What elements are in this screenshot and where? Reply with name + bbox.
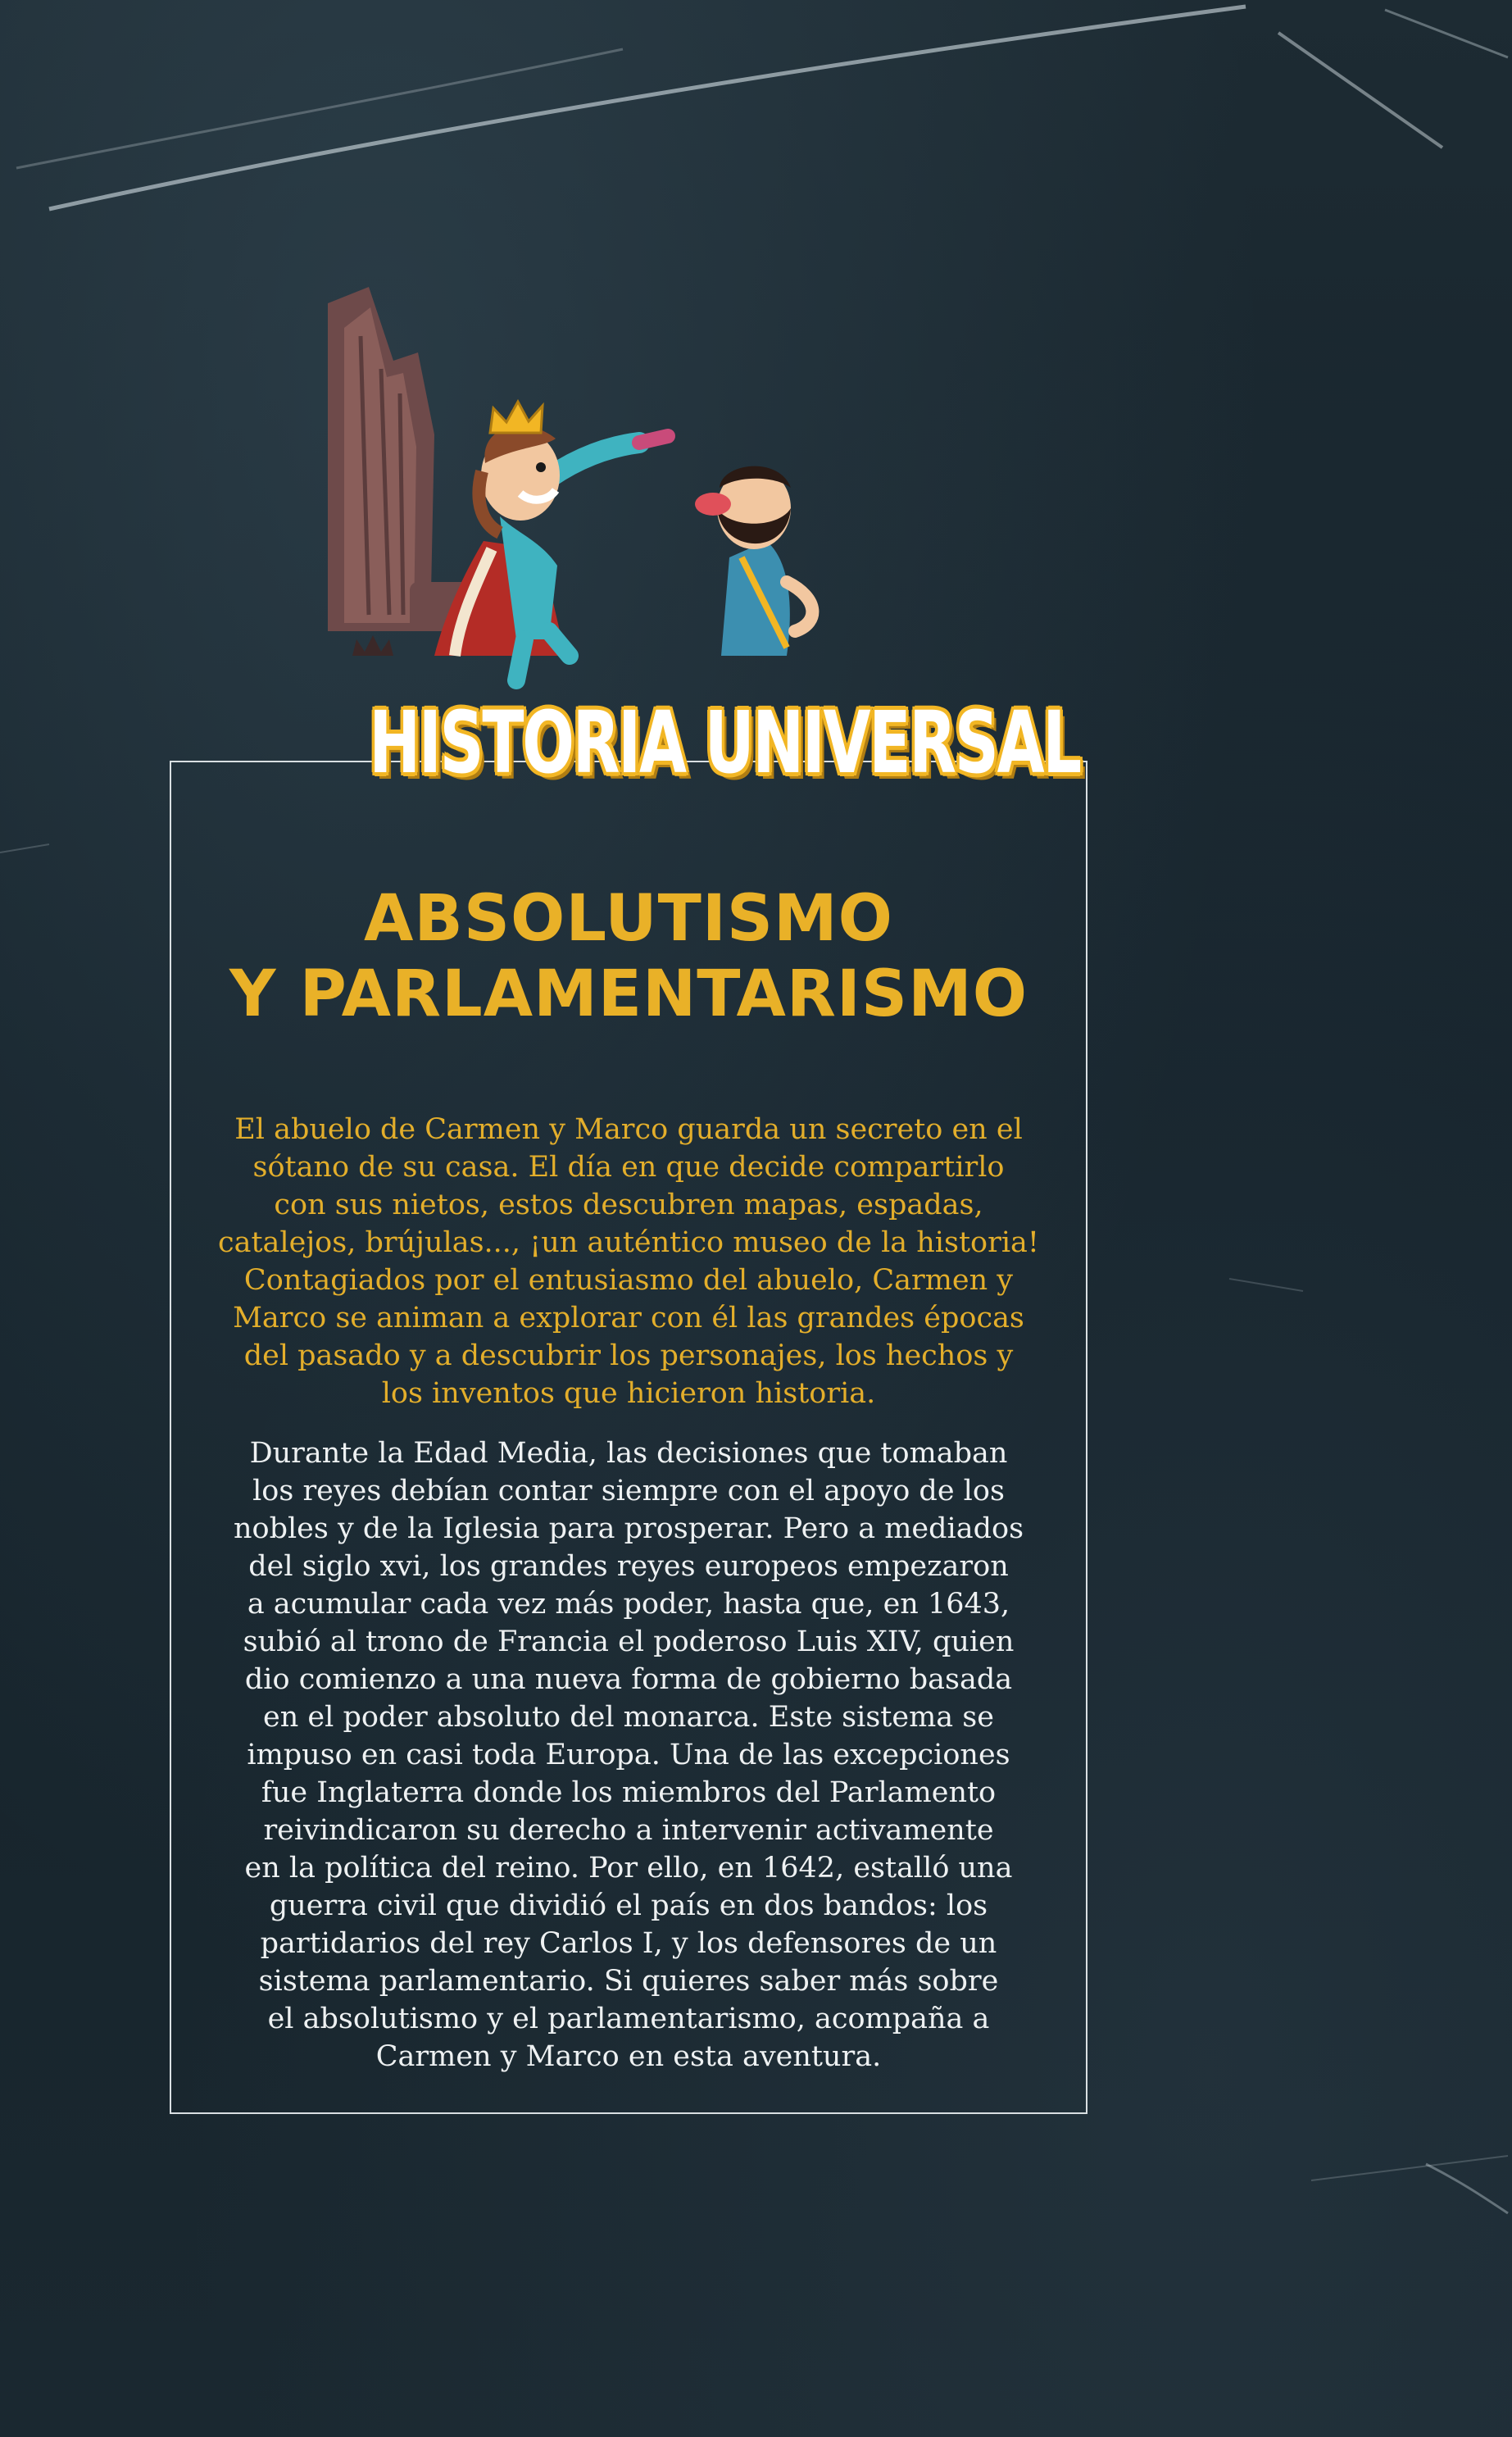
synopsis-line: el absolutismo y el parlamentarismo, acompaña a xyxy=(267,2003,990,2035)
intro-line: con sus nietos, estos descubren mapas, espadas, xyxy=(274,1189,983,1221)
synopsis-line: subió al trono de Francia el poderoso Luis XIV, quien xyxy=(243,1625,1015,1658)
synopsis-line: Durante la Edad Media, las decisiones que tomaban xyxy=(249,1437,1008,1470)
intro-line: catalejos, brújulas..., ¡un auténtico museo de la historia! xyxy=(218,1226,1039,1259)
bearded-rebel-character-icon xyxy=(695,466,812,656)
synopsis-line: dio comienzo a una nueva forma de gobierno basada xyxy=(244,1663,1013,1696)
intro-line: El abuelo de Carmen y Marco guarda un secreto en el xyxy=(234,1113,1023,1146)
book-title-line-1: ABSOLUTISMO xyxy=(364,882,893,956)
synopsis-line: en el poder absoluto del monarca. Este sistema se xyxy=(263,1701,994,1734)
throne-king-rebel-illustration xyxy=(295,271,918,730)
intro-line: Contagiados por el entusiasmo del abuelo, Carmen y xyxy=(243,1264,1014,1297)
book-title-line-2: Y PARLAMENTARISMO xyxy=(229,957,1028,1031)
king-character-icon xyxy=(434,402,668,680)
synopsis-line: fue Inglaterra donde los miembros del Parlamento xyxy=(261,1776,997,1809)
synopsis-line: guerra civil que dividió el país en dos bandos: los xyxy=(269,1889,988,1922)
intro-line: Marco se animan a explorar con él las grandes épocas xyxy=(233,1302,1024,1334)
intro-paragraph xyxy=(215,1111,1042,1412)
series-title: HISTORIA UNIVERSAL xyxy=(369,693,1080,793)
synopsis-line: reivindicaron su derecho a intervenir activamente xyxy=(263,1814,994,1847)
synopsis-line: del siglo xvi, los grandes reyes europeos empezaron xyxy=(248,1550,1009,1583)
synopsis-line: Carmen y Marco en esta aventura. xyxy=(375,2040,882,2073)
synopsis-line: impuso en casi toda Europa. Una de las excepciones xyxy=(247,1739,1010,1771)
intro-line: los inventos que hicieron historia. xyxy=(381,1377,876,1410)
intro-line: del pasado y a descubrir los personajes, los hechos y xyxy=(243,1339,1014,1372)
synopsis-line: nobles y de la Iglesia para prosperar. Pero a mediados xyxy=(233,1512,1024,1545)
intro-line: sótano de su casa. El día en que decide compartirlo xyxy=(252,1151,1005,1184)
synopsis-line: sistema parlamentario. Si quieres saber más sobre xyxy=(258,1965,999,1998)
synopsis-paragraph xyxy=(215,1434,1042,2076)
synopsis-line: los reyes debían contar siempre con el apoyo de los xyxy=(252,1475,1005,1507)
synopsis-line: en la política del reino. Por ello, en 1642, estalló una xyxy=(244,1852,1013,1885)
synopsis-line: partidarios del rey Carlos I, y los defensores de un xyxy=(260,1927,997,1960)
book-title xyxy=(170,881,1087,1032)
synopsis-line: a acumular cada vez más poder, hasta que, en 1643, xyxy=(247,1588,1010,1621)
